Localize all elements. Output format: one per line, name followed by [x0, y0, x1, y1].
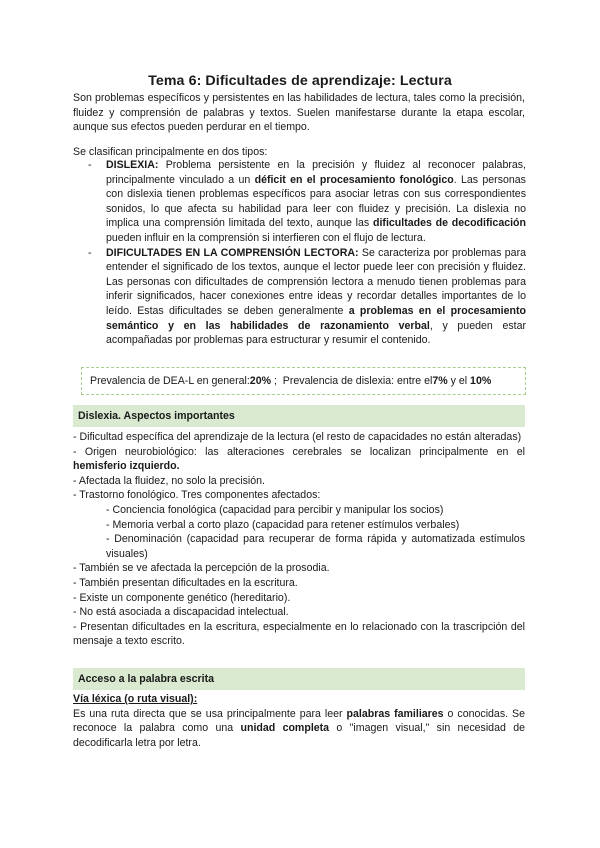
comprension-text — [106, 246, 526, 348]
list-item: - También se ve afectada la percepción de la prosodia. — [73, 562, 330, 575]
comprension-term: DIFICULTADES EN LA COMPRENSIÓN LECTORA: — [106, 246, 359, 259]
bold-run: dificultades de decodificación — [373, 217, 526, 230]
prevalence-value: 10% — [470, 374, 492, 387]
prevalence-label: y el — [447, 374, 471, 387]
text-run: , y pueden estar acompañadas por problemas para estructurar y resumir el contenido. — [106, 319, 526, 347]
prevalence-separator: ; — [271, 374, 283, 387]
prevalence-label: Prevalencia de dislexia: entre el — [282, 374, 433, 387]
text-run: o conocidas. Se reconoce la palabra como una — [73, 707, 525, 735]
bullet-dash: - — [88, 159, 92, 171]
via-lexica-title: Vía léxica (o ruta visual): — [73, 693, 198, 705]
sub-list-item: - Memoria verbal a corto plazo (capacidad para retener estímulos verbales) — [106, 518, 460, 531]
list-item: - Afectada la fluidez, no solo la precisión. — [73, 474, 265, 487]
prevalence-value: 20% — [249, 374, 271, 387]
list-item: - Dificultad específica del aprendizaje de la lectura (el resto de capacidades no están alteradas) — [73, 431, 522, 443]
classification-intro: Se clasifican principalmente en dos tipos: — [73, 146, 268, 158]
types-list — [88, 158, 526, 348]
dislexia-aspects-list — [73, 430, 525, 649]
prevalence-label: Prevalencia de DEA-L en general: — [90, 374, 250, 387]
text-run: Es una ruta directa que se usa principalmente para leer — [73, 707, 347, 720]
acceso-section-body — [73, 692, 525, 750]
list-item-dislexia — [88, 158, 526, 246]
text-run: pueden influir en la comprensión si interfieren con el flujo de lectura. — [106, 231, 426, 244]
bold-run: a problemas en el procesamiento semántico y en las habilidades de razonamiento verbal — [106, 304, 526, 332]
list-item — [73, 445, 525, 474]
section-heading-dislexia: Dislexia. Aspectos importantes — [73, 405, 525, 427]
list-item: - No está asociada a discapacidad intelectual. — [73, 606, 289, 619]
section-heading-acceso: Acceso a la palabra escrita — [73, 668, 525, 690]
text-run: - Origen neurobiológico: las alteraciones cerebrales se localizan principalmente en el — [73, 445, 525, 458]
bold-run: palabras familiares — [346, 707, 444, 720]
prevalence-box — [81, 367, 526, 395]
text-run: Problema persistente en la precisión y fluidez al reconocer palabras, principalmente vinculado a un — [106, 159, 526, 186]
list-item: - También presentan dificultades en la escritura. — [73, 576, 298, 589]
sub-list-item: - Conciencia fonológica (capacidad para percibir y manipular los socios) — [106, 503, 444, 516]
prevalence-value: 7% — [432, 374, 448, 387]
sub-list-item: - Denominación (capacidad para recuperar de forma rápida y automatizada estímulos visuales) — [106, 533, 525, 560]
page-title: Tema 6: Dificultades de aprendizaje: Lectura — [148, 73, 452, 89]
list-item: - Trastorno fonológico. Tres componentes afectados: — [73, 489, 321, 502]
dislexia-text — [106, 158, 526, 246]
text-run: Se caracteriza por problemas para entender el significado de los textos, aunque el lector puede leer con precisión y fluidez. Las personas con dificultades de comprensión lectora a menudo tienen problemas para inferir significados, hacer conexiones entre ideas y recordar detalles importantes de lo leído. Estas dificultades se deben generalmente — [106, 246, 526, 317]
text-run: . Las personas con dislexia tienen problemas específicos para asociar letras con sus correspondientes sonidos, lo que afecta su habilidad para leer con fluidez y precisión. La dislexia no implica una comprensión limitada del texto, aunque las — [106, 173, 526, 230]
text-run: o "imagen visual," sin necesidad de decodificarla letra por letra. — [73, 722, 525, 749]
list-item-comprension — [88, 246, 526, 348]
via-lexica-paragraph — [73, 707, 525, 751]
list-item: - Existe un componente genético (hereditario). — [73, 591, 291, 604]
bullet-dash: - — [88, 246, 92, 259]
bold-run: unidad completa — [240, 722, 330, 735]
list-item: - Presentan dificultades en la escritura, especialmente en lo relacionado con la trascripción del mensaje a texto escrito. — [73, 620, 525, 648]
bold-run: hemisferio izquierdo. — [73, 460, 180, 473]
intro-paragraph: Son problemas específicos y persistentes en las habilidades de lectura, tales como la precisión, fluidez y comprensión de palabras y textos. Suelen manifestarse durante la etapa escolar, aunque sus efectos pueden perdurar en el tiempo. — [73, 92, 525, 134]
dislexia-term: DISLEXIA: — [106, 159, 159, 171]
bold-run: déficit en el procesamiento fonológico — [254, 173, 454, 186]
